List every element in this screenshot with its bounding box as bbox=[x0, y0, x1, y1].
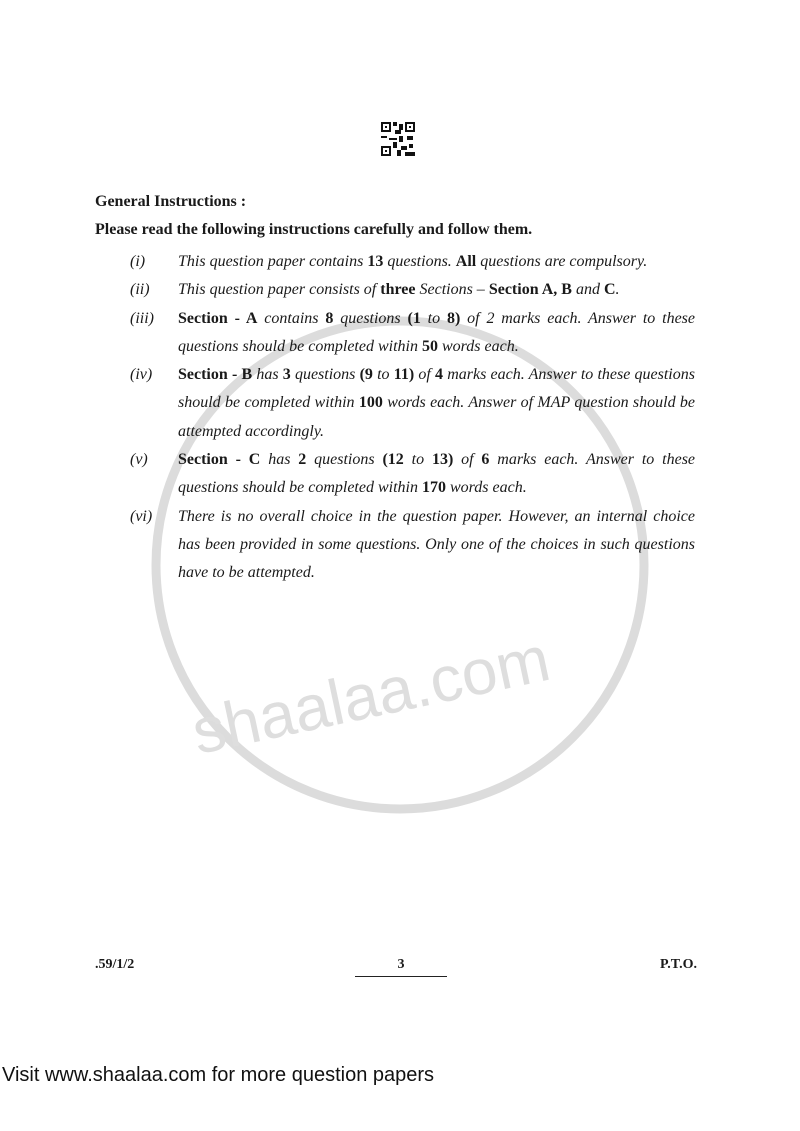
instruction-text: This question paper consists of bbox=[178, 281, 381, 299]
instruction-text: has bbox=[260, 451, 299, 469]
instruction-text: marks each. Answer to these questions should be completed within bbox=[178, 366, 695, 412]
instruction-emphasis: Section - C bbox=[178, 451, 261, 469]
instruction-emphasis: 3 bbox=[282, 366, 291, 384]
instruction-emphasis: Section - A bbox=[178, 309, 258, 327]
instruction-emphasis: 13) bbox=[431, 451, 454, 469]
instruction-item bbox=[130, 503, 695, 588]
instruction-item bbox=[130, 305, 695, 362]
instruction-emphasis: C bbox=[603, 281, 616, 299]
instruction-number: (vi) bbox=[130, 507, 153, 525]
instruction-number: (iii) bbox=[130, 309, 154, 327]
instructions-list bbox=[130, 248, 695, 588]
instruction-emphasis: 8) bbox=[446, 309, 461, 327]
instruction-text: and bbox=[571, 281, 604, 299]
instruction-number: (ii) bbox=[130, 281, 150, 299]
instruction-text: This question paper contains bbox=[178, 253, 368, 270]
instruction-text: questions bbox=[333, 309, 408, 327]
instruction-number: (iv) bbox=[130, 366, 153, 384]
instruction-text: words each. bbox=[445, 479, 527, 497]
instruction-emphasis: 50 bbox=[421, 337, 438, 355]
instruction-emphasis: Section A, B bbox=[488, 281, 572, 299]
instruction-text: There is no overall choice in the question paper. However, an internal choice has been provided in some questions. Only one of the choices in such questions have to be attempted. bbox=[178, 507, 695, 582]
page-number: 3 bbox=[355, 957, 447, 977]
instruction-emphasis: 100 bbox=[358, 394, 383, 412]
instruction-text: to bbox=[372, 366, 394, 384]
instruction-emphasis: 2 bbox=[298, 451, 307, 469]
watermark-text: shaalaa.com bbox=[185, 622, 556, 768]
instruction-text: contains bbox=[257, 309, 326, 327]
instruction-text: questions are compulsory. bbox=[476, 253, 648, 270]
instruction-item bbox=[130, 446, 695, 503]
instruction-text: questions. bbox=[383, 253, 456, 270]
instruction-emphasis: 8 bbox=[325, 309, 334, 327]
instruction-text: Sections – bbox=[415, 281, 489, 299]
qr-code-icon bbox=[381, 122, 415, 156]
instruction-text: marks each. Answer to these questions should be completed within bbox=[178, 451, 696, 497]
instruction-item bbox=[130, 361, 695, 446]
instruction-emphasis: (12 bbox=[382, 451, 404, 469]
instruction-item bbox=[130, 276, 695, 304]
instruction-emphasis: 13 bbox=[367, 253, 384, 270]
instruction-text: of bbox=[414, 366, 436, 384]
instruction-text: questions bbox=[290, 366, 360, 384]
instruction-text: words each. bbox=[437, 337, 519, 355]
instruction-emphasis: 11) bbox=[393, 366, 415, 384]
paper-code: .59/1/2 bbox=[95, 957, 135, 972]
instruction-emphasis: 4 bbox=[435, 366, 444, 384]
instruction-emphasis: (9 bbox=[359, 366, 373, 384]
section-subheading: Please read the following instructions carefully and follow them. bbox=[95, 221, 533, 238]
instruction-text: questions bbox=[306, 451, 383, 469]
instruction-text: to bbox=[403, 451, 432, 469]
instruction-text: words each. Answer of MAP question should be attempted accordingly. bbox=[178, 394, 696, 440]
instruction-text: of 2 marks each. Answer to these questions should be completed within bbox=[178, 309, 696, 355]
instruction-emphasis: 6 bbox=[481, 451, 490, 469]
instruction-number: (i) bbox=[130, 253, 146, 270]
instruction-emphasis: Section - B bbox=[178, 366, 253, 384]
section-heading: General Instructions : bbox=[95, 193, 247, 210]
instruction-emphasis: (1 bbox=[407, 309, 421, 327]
instruction-item bbox=[130, 248, 695, 276]
promo-banner[interactable]: Visit www.shaalaa.com for more question papers bbox=[2, 1064, 435, 1086]
instruction-text: . bbox=[615, 281, 620, 299]
instruction-text: to bbox=[420, 309, 447, 327]
instruction-text: of bbox=[453, 451, 482, 469]
instruction-text: has bbox=[252, 366, 283, 384]
pto-label: P.T.O. bbox=[660, 957, 697, 972]
instruction-number: (v) bbox=[130, 451, 148, 469]
instruction-emphasis: All bbox=[455, 253, 477, 270]
instruction-emphasis: three bbox=[380, 281, 416, 299]
instruction-emphasis: 170 bbox=[421, 479, 446, 497]
